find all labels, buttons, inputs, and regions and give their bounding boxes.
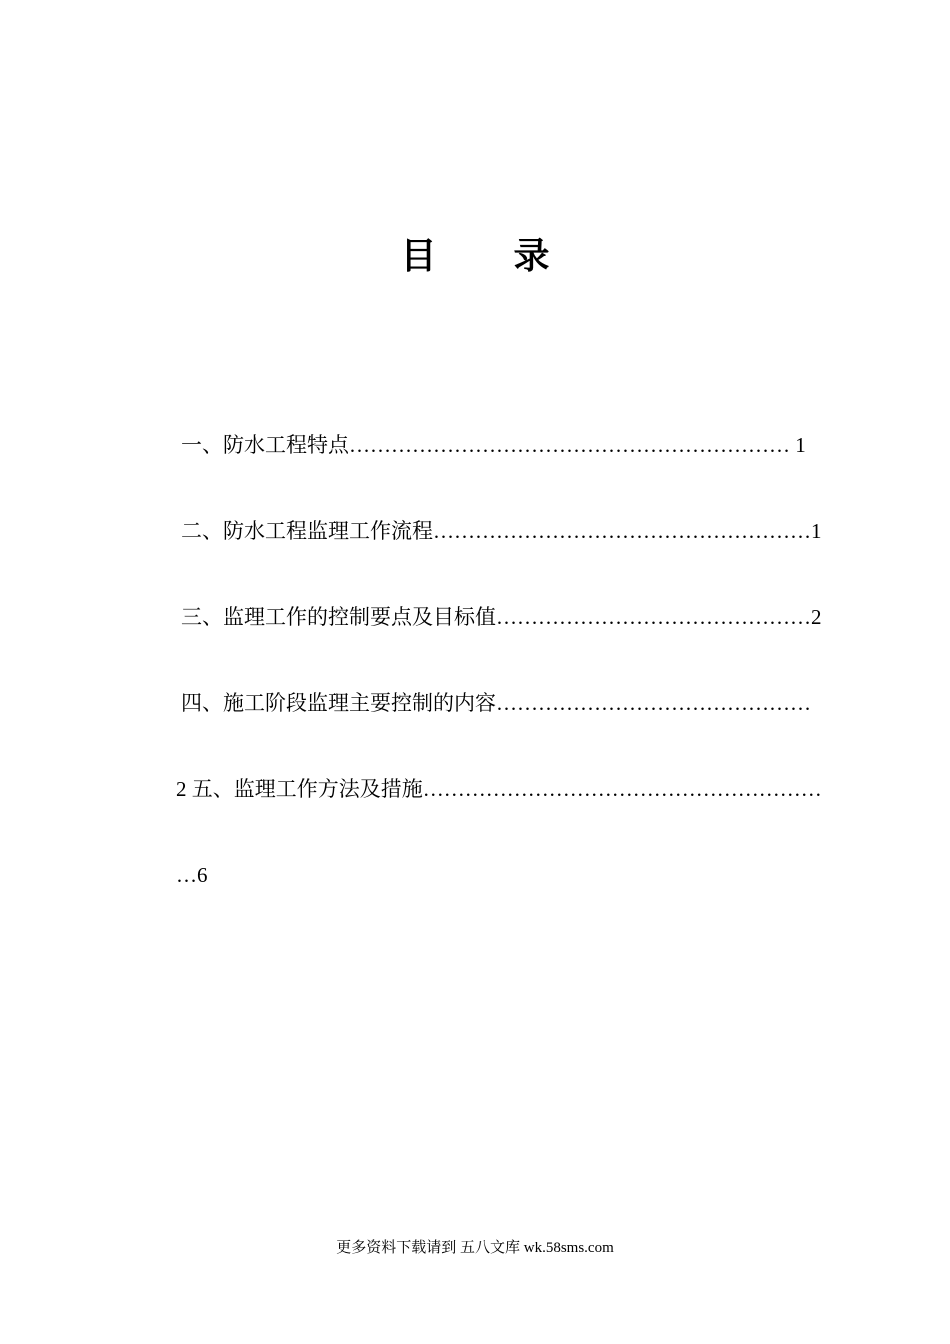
- toc-line-2: 二、防水工程监理工作流程………………………………………………1: [181, 519, 822, 543]
- toc-line-5: 2 五、监理工作方法及措施…………………………………………………: [176, 777, 822, 801]
- toc-line-6: …6: [176, 863, 208, 887]
- toc-line-3: 三、监理工作的控制要点及目标值………………………………………2: [181, 605, 822, 629]
- toc-line-1: 一、防水工程特点……………………………………………………… 1: [181, 433, 806, 457]
- page-title: 目 录: [400, 236, 584, 276]
- footer-text: 更多资料下载请到 五八文库 wk.58sms.com: [336, 1240, 614, 1256]
- toc-line-4: 四、施工阶段监理主要控制的内容………………………………………: [181, 691, 811, 715]
